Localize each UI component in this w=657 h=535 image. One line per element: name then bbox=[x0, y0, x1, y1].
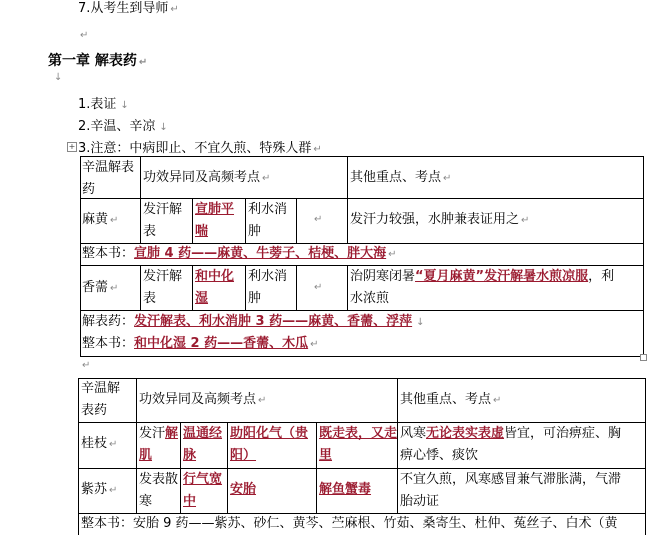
paragraph-mark-icon: ↵ bbox=[82, 360, 91, 371]
table-cell: 麻黄 ↵ bbox=[82, 212, 119, 227]
table-cell: 发汗解 表 bbox=[143, 202, 183, 239]
paragraph-mark-icon: ↵ bbox=[109, 485, 118, 496]
list-item: 3.注意：中病即止、不宜久煎、特殊人群 ↵ bbox=[78, 141, 322, 156]
table-cell: 桂枝 ↵ bbox=[81, 436, 118, 451]
table-cell: 安胎 bbox=[230, 482, 257, 497]
table-header-cell: 辛温解表 药 bbox=[82, 160, 135, 197]
chapter-title: 第一章 解表药 ↵ bbox=[48, 53, 148, 69]
paragraph-mark-icon: ↵ bbox=[170, 4, 179, 15]
paragraph-mark-icon: ↵ bbox=[388, 249, 397, 260]
table-cell: 发汗解 肌 bbox=[139, 426, 179, 463]
paragraph-mark-icon: ↵ bbox=[313, 144, 322, 155]
table-span-row: 整本书：安胎 9 药——紫苏、砂仁、黄芩、苎麻根、竹茹、桑寄生、杜仲、菟丝子、白术（黄 bbox=[81, 516, 618, 531]
paragraph-mark-icon: ↵ bbox=[110, 215, 119, 226]
table-cell: 温通经 脉 bbox=[183, 426, 223, 463]
list-item: 1.表证 ↓ bbox=[78, 97, 129, 112]
table-header-cell: 辛温解 表药 bbox=[81, 381, 121, 418]
bullet-arrow-icon: ↓ bbox=[416, 317, 425, 328]
move-handle-icon[interactable]: + bbox=[68, 142, 76, 151]
resize-handle-icon[interactable] bbox=[640, 354, 647, 361]
bullet-arrow-icon: ↓ bbox=[159, 122, 168, 133]
table-header-cell: 其他重点、考点 ↵ bbox=[400, 392, 502, 407]
paragraph-mark-icon: ↵ bbox=[109, 439, 118, 450]
table-header-cell: 功效异同及高频考点 ↵ bbox=[143, 170, 271, 185]
bullet-arrow-icon: ↓ bbox=[54, 72, 63, 83]
table-cell: 既走表，又走 里 bbox=[319, 426, 398, 463]
table-cell: 助阳化气（贵 阳） bbox=[230, 426, 309, 463]
table-span-row: 整本书：和中化湿 2 药——香薷、木瓜 ↵ bbox=[82, 336, 319, 351]
table-cell: 香薷 ↵ bbox=[82, 280, 119, 295]
table-cell: 风寒无论表实表虚皆宜，可治痹症、胸 痹心悸、痰饮 bbox=[400, 426, 622, 463]
table-span-row: 解表药：发汗解表、利水消肿 3 药——麻黄、香薷、浮萍 ↓ bbox=[82, 314, 425, 329]
paragraph-mark-icon: ↵ bbox=[258, 395, 267, 406]
list-item: 2.辛温、辛凉 ↓ bbox=[78, 119, 168, 134]
table-cell: 宣肺平 喘 bbox=[195, 202, 235, 239]
paragraph-mark-icon: ↵ bbox=[443, 173, 452, 184]
table-cell: 行气宽 中 bbox=[183, 472, 223, 509]
bullet-arrow-icon: ↓ bbox=[120, 100, 129, 111]
paragraph-mark-icon: ↵ bbox=[314, 214, 323, 225]
table-span-row: 整本书：宣肺 4 药——麻黄、牛蒡子、桔梗、胖大海 ↵ bbox=[82, 246, 397, 261]
paragraph-mark-icon: ↵ bbox=[110, 283, 119, 294]
paragraph-mark-icon: ↵ bbox=[310, 339, 319, 350]
top-line: 7.从考生到导师 ↵ bbox=[78, 1, 179, 16]
paragraph-mark-icon: ↵ bbox=[493, 395, 502, 406]
table-cell: 利水消 肿 bbox=[248, 202, 288, 239]
table-header-cell: 功效异同及高频考点 ↵ bbox=[139, 392, 267, 407]
paragraph-mark-icon: ↵ bbox=[314, 282, 323, 293]
table-cell: 解鱼蟹毒 bbox=[319, 482, 372, 497]
table-cell: 和中化 湿 bbox=[195, 269, 235, 306]
table-cell: 治阴寒闭暑“夏月麻黄”发汗解暑水煎凉服，利 水浓煎 bbox=[350, 269, 615, 306]
paragraph-mark-icon: ↵ bbox=[521, 215, 530, 226]
paragraph-mark-icon: ↵ bbox=[262, 173, 271, 184]
paragraph-mark-icon: ↵ bbox=[80, 30, 89, 41]
table-header-cell: 其他重点、考点 ↵ bbox=[350, 170, 452, 185]
table-cell: 发汗解 表 bbox=[143, 269, 183, 306]
table-cell: 发汗力较强，水肿兼表证用之 ↵ bbox=[350, 212, 530, 227]
table-cell: 发表散 寒 bbox=[139, 472, 179, 509]
table-cell: 利水消 肿 bbox=[248, 269, 288, 306]
paragraph-mark-icon: ↵ bbox=[138, 57, 148, 68]
table-cell: 不宜久煎，风寒感冒兼气滞胀满，气滞 胎动证 bbox=[400, 472, 622, 509]
table-cell: 紫苏 ↵ bbox=[81, 482, 118, 497]
